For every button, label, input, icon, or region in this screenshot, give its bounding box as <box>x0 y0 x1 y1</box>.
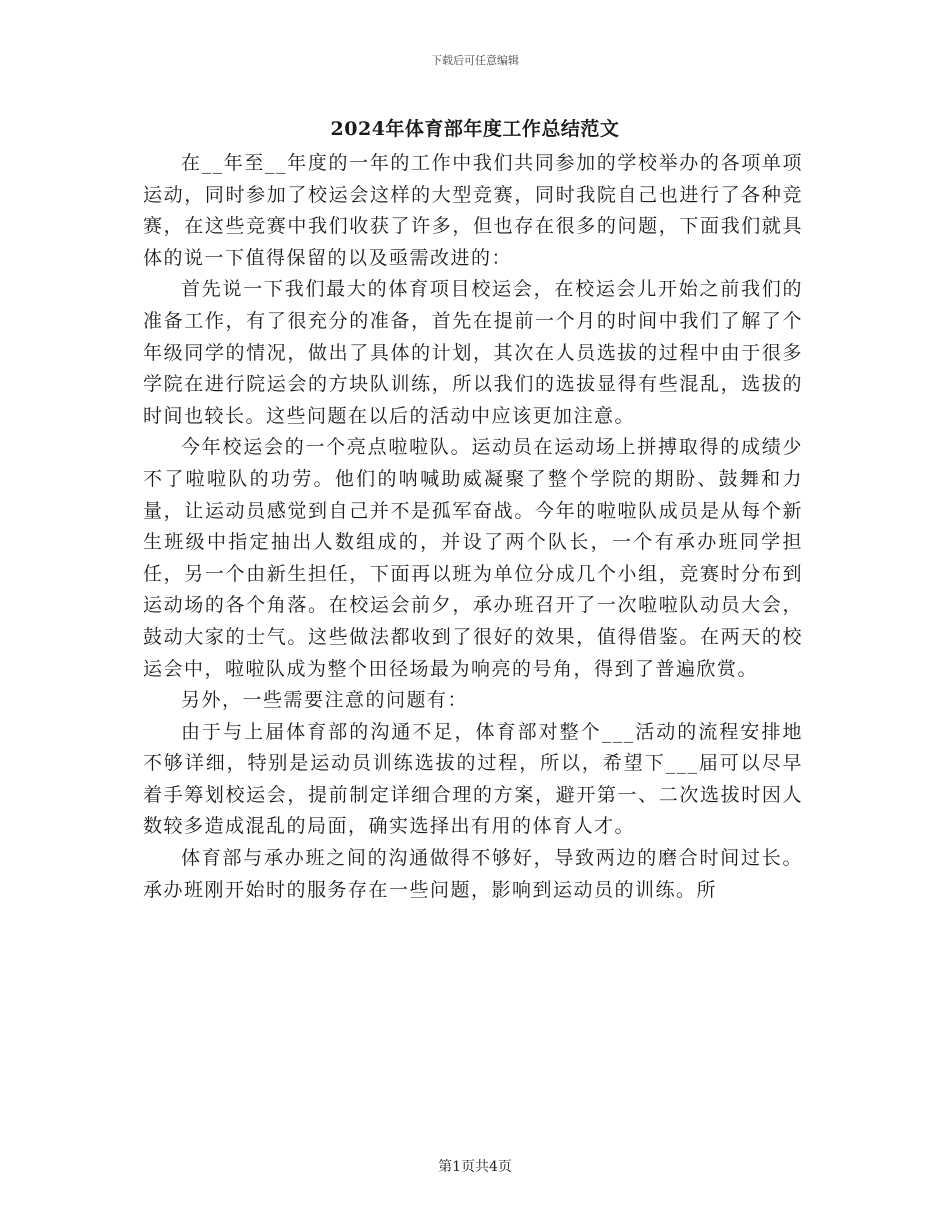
paragraph: 首先说一下我们最大的体育项目校运会，在校运会儿开始之前我们的准备工作，有了很充分的准备，首先在提前一个月的时间中我们了解了个年级同学的情况，做出了具体的计划，其次在人员选拔的过程中由于很多学院在进行院运会的方块队训练，所以我们的选拔显得有些混乱，选拔的时间也较长。这些问题在以后的活动中应该更加注意。 <box>143 278 803 427</box>
paragraph: 在__年至__年度的一年的工作中我们共同参加的学校举办的各项单项运动，同时参加了校运会这样的大型竞赛，同时我院自己也进行了各种竞赛，在这些竞赛中我们收获了许多，但也存在很多的问题，下面我们就具体的说一下值得保留的以及亟需改进的： <box>143 152 803 269</box>
document-body <box>143 148 803 906</box>
document-title: 2024年体育部年度工作总结范文 <box>330 118 620 140</box>
paragraph: 由于与上届体育部的沟通不足，体育部对整个___活动的流程安排地不够详细，特别是运动员训练选拔的过程，所以，希望下___届可以尽早着手筹划校运会，提前制定详细合理的方案，避开第一、二次选拔时因人数较多造成混乱的局面，确实选择出有用的体育人才。 <box>143 720 803 838</box>
page-number-footer: 第1页共4页 <box>438 1159 512 1175</box>
page-header-note: 下载后可任意编辑 <box>431 54 519 67</box>
paragraph: 体育部与承办班之间的沟通做得不够好，导致两边的磨合时间过长。承办班刚开始时的服务存在一些问题，影响到运动员的训练。所 <box>143 847 803 901</box>
paragraph: 今年校运会的一个亮点啦啦队。运动员在运动场上拼搏取得的成绩少不了啦啦队的功劳。他们的呐喊助威凝聚了整个学院的期盼、鼓舞和力量，让运动员感觉到自己并不是孤军奋战。今年的啦啦队成员是从每个新生班级中指定抽出人数组成的，并设了两个队长，一个有承办班同学担任，另一个由新生担任，下面再以班为单位分成几个小组，竞赛时分布到运动场的各个角落。在校运会前夕，承办班召开了一次啦啦队动员大会，鼓动大家的士气。这些做法都收到了很好的效果，值得借鉴。在两天的校运会中，啦啦队成为整个田径场最为响亮的号角，得到了普遍欣赏。 <box>143 436 803 680</box>
paragraph: 另外，一些需要注意的问题有： <box>181 689 469 712</box>
